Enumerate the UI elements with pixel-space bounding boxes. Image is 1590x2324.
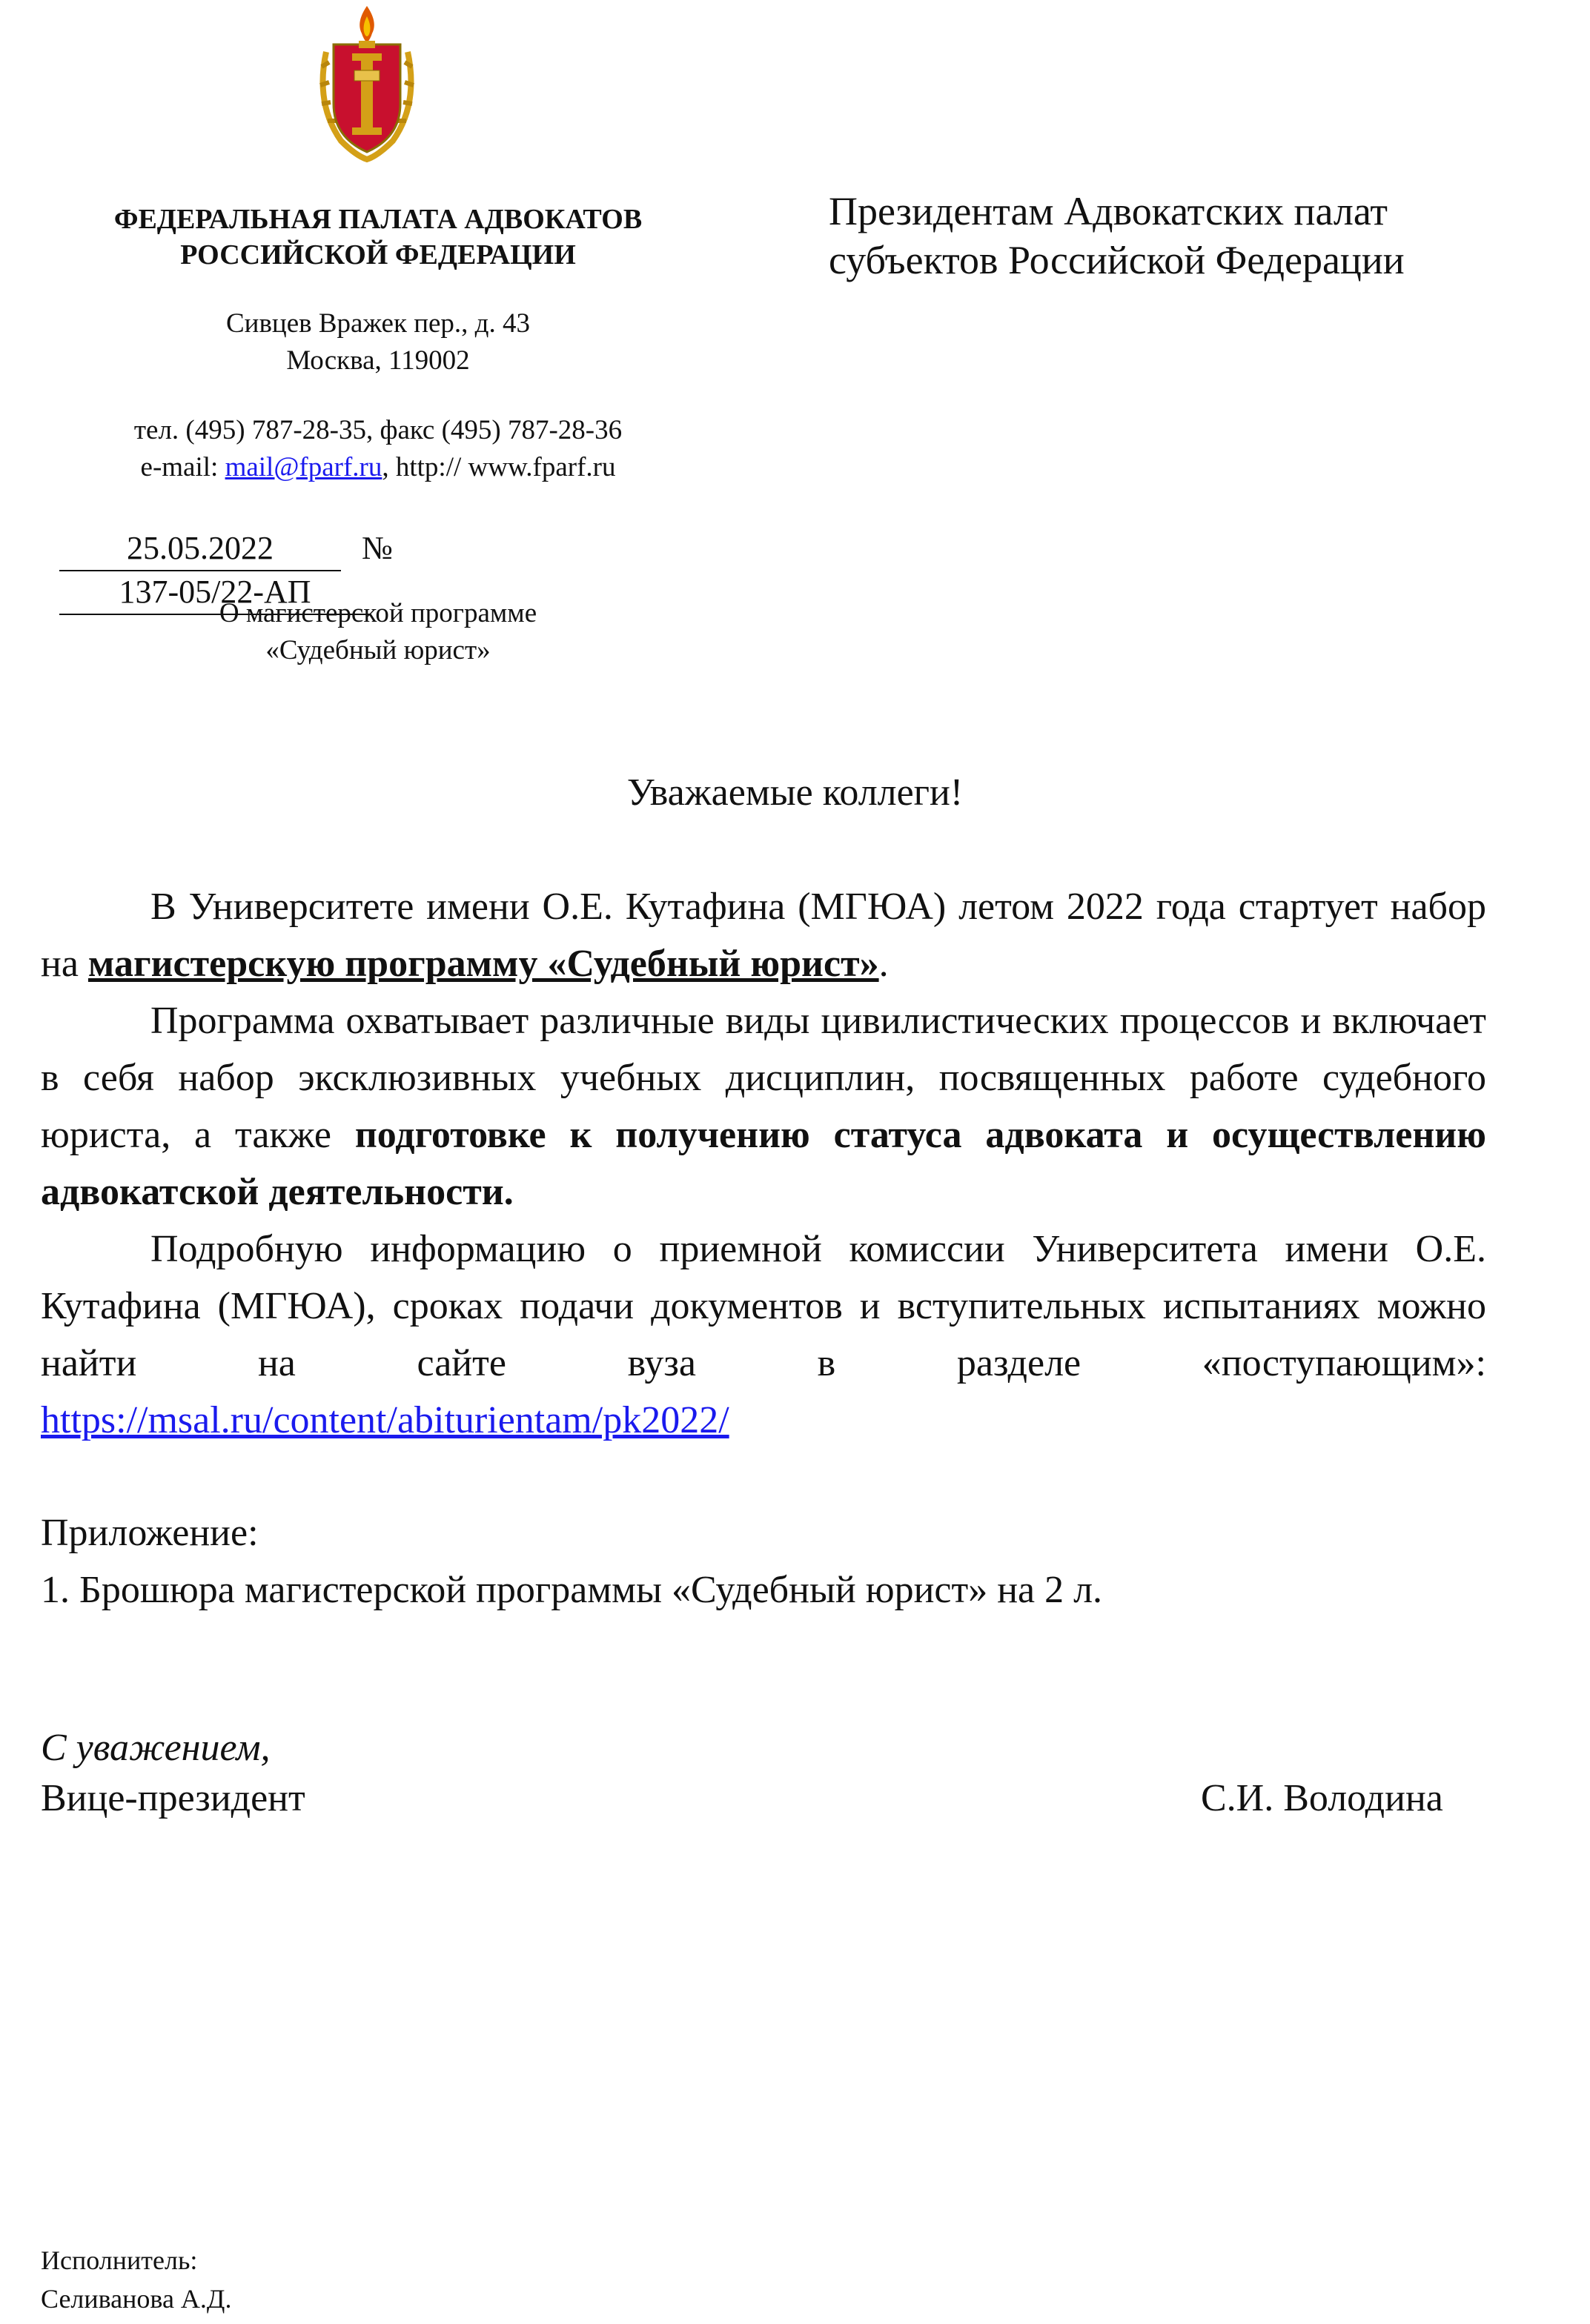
body-paragraph-1 [41,878,1486,992]
p2-emphasis: подготовке к получению статуса адвоката и осуществлению адвокатской деятельности. [41,1114,1486,1213]
letter-body [41,878,1486,1449]
org-name-line2: РОССИЙСКОЙ ФЕДЕРАЦИИ [180,239,576,270]
recipient-line1: Президентам Адвокатских палат [829,189,1388,233]
recipient-block [829,187,1570,285]
email-website-line [37,449,719,486]
emblem-icon [311,0,423,170]
address-line2: Москва, 119002 [286,345,470,376]
p2-text: Программа охватывает различные виды цивилистических процессов и включает в себя набор эксклюзивных учебных дисциплин, посвященных работе судебного юриста, а также [41,1000,1486,1156]
closing: С уважением, [41,1727,271,1769]
website-text: , http:// www.fparf.ru [382,452,616,482]
executor-label: Исполнитель: [41,2245,198,2275]
executor-block [41,2241,231,2318]
signer-name: С.И. Володина [1201,1777,1443,1819]
p1-emphasis: магистерскую программу «Судебный юрист» [87,943,879,985]
body-paragraph-3 [41,1221,1486,1449]
appendix-title: Приложение: [41,1512,259,1554]
greeting: Уважаемые коллеги! [626,771,964,814]
email-label: e-mail: [140,452,225,482]
signer-position: Вице-президент [41,1777,305,1819]
subject-line2: «Судебный юрист» [265,635,491,665]
number-sign: № [362,530,393,566]
sender-block [37,202,719,486]
appendix-item: 1. Брошюра магистерской программы «Судебный юрист» на 2 л. [41,1569,1103,1611]
admissions-link[interactable]: https://msal.ru/content/abiturientam/pk2022/ [41,1399,729,1441]
p3-text: Подробную информацию о приемной комиссии Университета имени О.Е. Кутафина (МГЮА), сроках подачи документов и вступительных испытаниях можно найти на сайте вуза в разделе «поступающим»: [41,1228,1486,1384]
document-number: 137-05/22-АП [59,571,371,615]
emblem-logo [311,0,423,170]
org-address [37,305,719,379]
recipient-line2: субъектов Российской Федерации [829,238,1405,282]
document-date: 25.05.2022 [59,528,341,571]
p1-text: В Университете имени О.Е. Кутафина (МГЮА) летом 2022 года стартует набор на [41,886,1486,985]
subject-block [37,595,719,669]
email-link[interactable]: mail@fparf.ru [225,452,382,482]
address-line1: Сивцев Вражек пер., д. 43 [225,308,531,339]
appendix-block [41,1504,1486,1618]
subject-line1: О магистерской программе [219,598,537,628]
body-paragraph-2 [41,992,1486,1221]
org-name-line1: ФЕДЕРАЛЬНАЯ ПАЛАТА АДВОКАТОВ [113,204,643,235]
executor-name: Селиванова А.Д. [41,2284,232,2314]
p1-end: . [878,943,889,985]
phone-fax: тел. (495) 787-28-35, факс (495) 787-28-36 [133,415,623,445]
org-contacts [37,412,719,486]
